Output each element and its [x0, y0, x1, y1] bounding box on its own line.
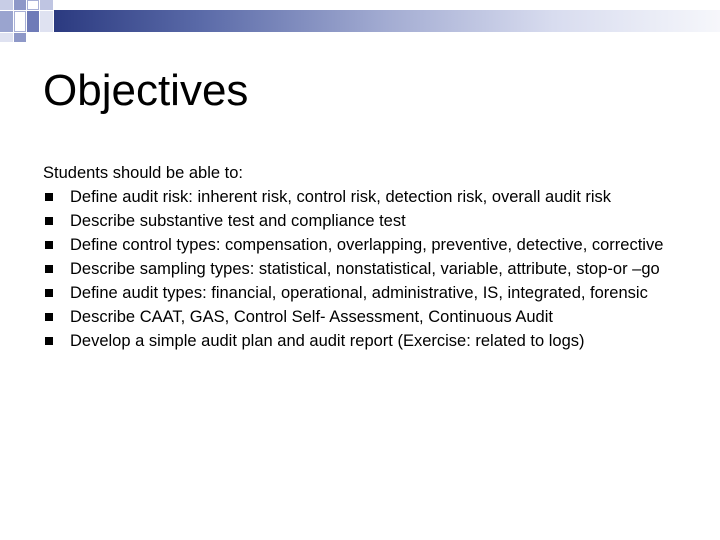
square-bullet-icon — [45, 265, 53, 273]
list-item-text: Define audit risk: inherent risk, control risk, detection risk, overall audit risk — [70, 188, 612, 206]
list-item-text: Describe CAAT, GAS, Control Self- Assessment, Continuous Audit — [70, 308, 553, 326]
list-item — [43, 305, 693, 329]
decor-square-icon — [40, 0, 53, 10]
decor-square-icon — [14, 33, 26, 42]
square-bullet-icon — [45, 241, 53, 249]
decor-square-icon — [0, 11, 13, 32]
square-bullet-icon — [45, 217, 53, 225]
list-item — [43, 233, 693, 257]
objectives-list — [43, 185, 693, 353]
square-bullet-icon — [45, 313, 53, 321]
list-item — [43, 257, 693, 281]
list-item-text: Develop a simple audit plan and audit report (Exercise: related to logs) — [70, 332, 585, 350]
slide-title: Objectives — [43, 66, 249, 115]
square-bullet-icon — [45, 337, 53, 345]
intro-text: Students should be able to: — [43, 164, 243, 182]
decor-square-icon — [14, 0, 26, 10]
decor-square-icon — [27, 11, 39, 32]
list-item — [43, 281, 693, 305]
list-item — [43, 329, 693, 353]
decor-square-icon — [14, 11, 26, 32]
decor-square-icon — [40, 11, 53, 32]
list-item — [43, 209, 693, 233]
decor-square-icon — [0, 0, 13, 10]
square-bullet-icon — [45, 193, 53, 201]
square-bullet-icon — [45, 289, 53, 297]
list-item-text: Define control types: compensation, overlapping, preventive, detective, corrective — [70, 236, 664, 254]
slide-body — [43, 161, 693, 353]
header-decoration — [0, 0, 720, 42]
list-item-text: Describe substantive test and compliance test — [70, 212, 406, 230]
header-gradient-bar — [54, 10, 720, 32]
decor-square-icon — [0, 33, 13, 42]
decor-square-icon — [27, 0, 39, 10]
list-item-text: Describe sampling types: statistical, nonstatistical, variable, attribute, stop-or –go — [70, 260, 660, 278]
list-item-text: Define audit types: financial, operational, administrative, IS, integrated, forensic — [70, 284, 648, 302]
list-item — [43, 185, 693, 209]
